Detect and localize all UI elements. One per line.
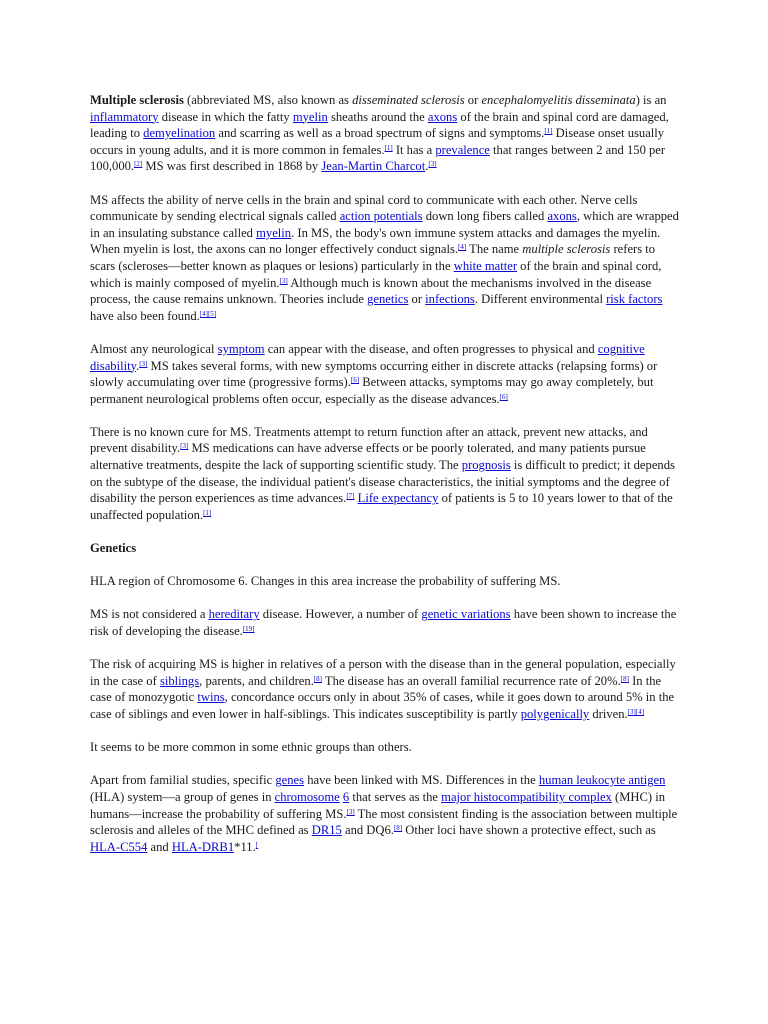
text: The most consistent finding is the association between multiple sclerosis and alleles of the MHC defined as [90, 806, 678, 838]
link-inflammatory[interactable]: inflammatory [90, 109, 159, 124]
text: *11. [234, 839, 256, 854]
text: ) is an [635, 93, 667, 107]
text: and [147, 839, 172, 854]
paragraph-hla-genes [90, 772, 680, 855]
citation[interactable]: [6] [350, 376, 360, 385]
citation[interactable]: [ [255, 840, 259, 849]
link-axons[interactable]: axons [427, 109, 458, 124]
text: disease in which the fatty [158, 109, 293, 124]
link-action-potentials[interactable]: action potentials [339, 209, 423, 224]
link-polygenically[interactable]: polygenically [520, 706, 590, 721]
citation[interactable]: [7] [346, 492, 355, 501]
text: . [425, 159, 429, 174]
text: have also been found. [90, 308, 200, 323]
citation[interactable]: [3] [346, 807, 355, 816]
link-twins[interactable]: twins [197, 690, 225, 705]
text: In the case of monozygotic [90, 673, 662, 705]
link-hla-c554[interactable]: HLA-C554 [90, 839, 148, 854]
citation[interactable]: [19] [242, 625, 255, 633]
link-chromosome-6[interactable]: 6 [342, 789, 350, 804]
text: Apart from familial studies, specific [90, 773, 276, 788]
citation[interactable]: [3] [428, 160, 437, 169]
text: of patients is 5 to 10 years lower to that of the unaffected population. [90, 491, 673, 522]
text: have been linked with MS. Differences in the [304, 773, 539, 788]
text: , concordance occurs only in about 35% of cases, while it goes down to around 5% in the case of siblings and even lower in half-siblings. This indicates susceptibility is partly [90, 690, 675, 721]
citation[interactable]: [3][4] [627, 707, 645, 716]
paragraph-hereditary [90, 606, 680, 639]
paragraph-treatment [90, 424, 680, 524]
section-heading-genetics: Genetics [90, 541, 137, 556]
link-genetics[interactable]: genetics [367, 292, 409, 307]
link-prognosis[interactable]: prognosis [461, 458, 511, 473]
link-demyelination[interactable]: demyelination [143, 126, 216, 141]
text: (abbreviated MS, also known as [183, 93, 353, 107]
link-genes[interactable]: genes [275, 773, 305, 788]
link-prevalence[interactable]: prevalence [435, 142, 490, 157]
text: MS is not considered a [90, 607, 209, 622]
citation[interactable]: [4][5] [199, 309, 217, 318]
link-axons[interactable]: axons [547, 209, 577, 224]
text: or [464, 93, 482, 107]
paragraph-ethnic: It seems to be more common in some ethnic groups than others. [90, 740, 412, 755]
link-charcot[interactable]: Jean-Martin Charcot [321, 159, 426, 174]
article-body [90, 92, 680, 872]
text: , parents, and children. [199, 673, 314, 688]
citation[interactable]: [1] [544, 127, 553, 136]
text: Disease onset usually occurs in young adults, and it is more common in females. [90, 126, 665, 157]
text: is difficult to predict; it depends on the subtype of the disease, the individual patient's disease characteristics, the initial symptoms and the degree of disability the person experiences as time advances. [90, 458, 675, 506]
text: refers to scars (scleroses—better known as plaques or lesions) particularly in the [90, 242, 656, 273]
link-siblings[interactable]: siblings [159, 673, 200, 688]
text: have been shown to increase the risk of developing the disease. [90, 607, 677, 638]
link-myelin[interactable]: myelin [256, 225, 292, 240]
text: down long fibers called [422, 209, 548, 224]
text: It has a [392, 142, 436, 157]
citation[interactable]: [2] [134, 160, 143, 169]
text-italic: multiple sclerosis [522, 242, 611, 257]
citation[interactable]: [8] [393, 824, 403, 833]
citation[interactable]: [4] [458, 243, 467, 252]
link-infections[interactable]: infections [425, 292, 475, 307]
text: and scarring as well as a broad spectrum of signs and symptoms. [215, 126, 545, 141]
link-cognitive[interactable]: cognitive [597, 341, 645, 356]
text: or [408, 292, 426, 307]
link-risk-factors[interactable]: risk factors [606, 292, 663, 307]
article-term: Multiple sclerosis [90, 93, 184, 107]
text: Other loci have shown a protective effect, such as [402, 823, 656, 838]
citation[interactable]: [6] [499, 392, 508, 401]
link-life-expectancy[interactable]: Life expectancy [357, 491, 439, 506]
text: MS affects the ability of nerve cells in the brain and spinal cord to communicate with each other. Nerve cells communicate by sending electrical signals called [90, 192, 638, 224]
text: The name [466, 242, 523, 257]
link-hla-drb1[interactable]: HLA-DRB1 [171, 839, 235, 854]
text: The risk of acquiring MS is higher in relatives of a person with the disease than in the general population, especially in the case of [90, 657, 676, 688]
text: . [136, 358, 140, 373]
text: sheaths around the [327, 109, 428, 124]
text: . In MS, the body's own immune system attacks and damages the myelin. When myelin is lost, the axons can no longer effectively conduct signals. [90, 225, 661, 257]
paragraph-mechanism [90, 192, 680, 325]
link-symptom[interactable]: symptom [217, 341, 265, 356]
text: disease. However, a number of [259, 607, 422, 622]
citation[interactable]: [8] [620, 674, 629, 683]
text-italic: disseminated sclerosis [352, 93, 465, 107]
text-italic: encephalomyelitis disseminata [481, 93, 636, 107]
citation[interactable]: [3] [180, 442, 189, 451]
text: (HLA) system—a group of genes in [90, 789, 275, 804]
text: Although much is known about the mechanisms involved in the disease process, the cause remains unknown. Theories include [90, 275, 652, 307]
link-myelin[interactable]: myelin [292, 109, 328, 124]
text: MS medications can have adverse effects or be poorly tolerated, and many patients pursue alternative treatments, despite the lack of supporting scientific study. The [90, 441, 646, 473]
text: MS was first described in 1868 by [142, 159, 322, 174]
citation[interactable]: [1] [203, 508, 212, 517]
text: that serves as the [349, 789, 442, 804]
link-genetic-variations[interactable]: genetic variations [421, 607, 511, 622]
paragraph-symptoms [90, 341, 680, 407]
text: There is no known cure for MS. Treatments attempt to return function after an attack, prevent new attacks, and prevent disability. [90, 424, 648, 456]
citation[interactable]: [3] [139, 359, 148, 368]
text: , which are wrapped in an insulating substance called [90, 209, 679, 240]
citation[interactable]: [8] [313, 674, 323, 683]
link-chromosome[interactable]: chromosome [274, 789, 340, 804]
paragraph-familial-risk [90, 656, 680, 722]
link-disability[interactable]: disability [90, 358, 137, 373]
link-dr15[interactable]: DR15 [311, 823, 342, 838]
text: of the brain and spinal cord, which is mainly composed of myelin. [90, 258, 662, 290]
text: MS takes several forms, with new symptoms occurring either in discrete attacks (relapsing forms) or slowly accumulating over time (progressive forms). [90, 358, 658, 390]
text: The disease has an overall familial recurrence rate of 20%. [322, 673, 621, 688]
text: Almost any neurological [90, 341, 218, 356]
text: can appear with the disease, and often progresses to physical and [264, 341, 598, 356]
paragraph-intro [90, 92, 680, 175]
link-human-leukocyte-antigen[interactable]: human leukocyte antigen [538, 773, 666, 788]
text: of the brain and spinal cord are damaged, leading to [90, 109, 669, 141]
text: . Different environmental [474, 292, 607, 307]
link-white-matter[interactable]: white matter [453, 258, 518, 273]
citation[interactable]: [1] [384, 143, 393, 152]
text: and DQ6. [341, 823, 394, 838]
text: that ranges between 2 and 150 per 100,000. [90, 142, 666, 174]
link-mhc[interactable]: major histocompatibility complex [441, 789, 612, 804]
text: driven. [589, 706, 628, 721]
citation[interactable]: [3] [279, 276, 288, 285]
text: (MHC) in humans—increase the probability of suffering MS. [90, 789, 666, 821]
paragraph-hla-caption: HLA region of Chromosome 6. Changes in this area increase the probability of suffering MS. [90, 574, 561, 589]
link-hereditary[interactable]: hereditary [208, 607, 260, 622]
text: Between attacks, symptoms may go away completely, but permanent neurological problems often occur, especially as the disease advances. [90, 375, 654, 406]
